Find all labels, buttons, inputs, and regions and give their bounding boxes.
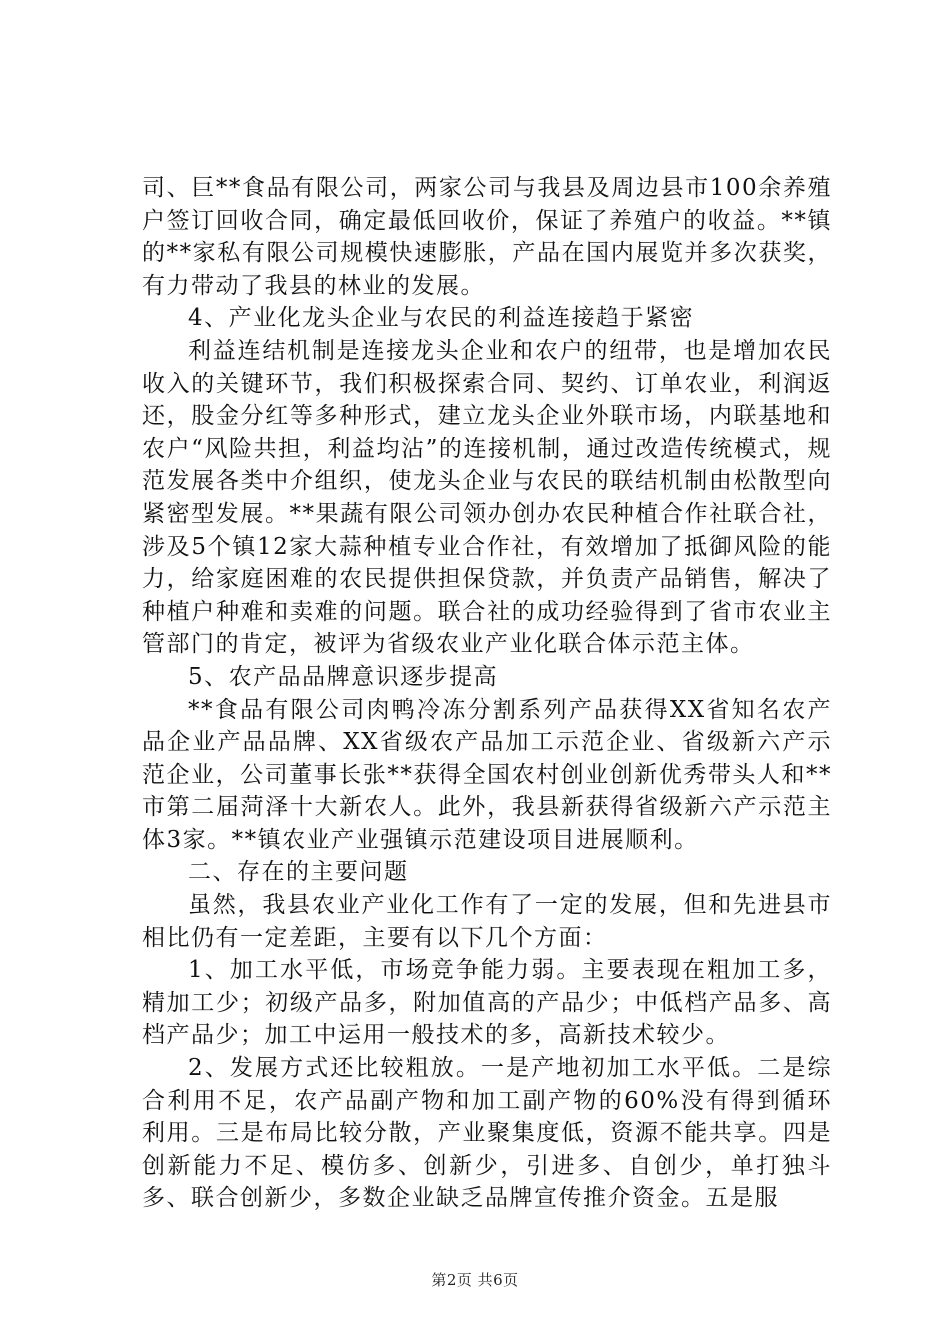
document-body xyxy=(142,172,832,1215)
paragraph-1: 司、巨**食品有限公司，两家公司与我县及周边县市100余养殖户签订回收合同，确定最低回收价，保证了养殖户的收益。**镇的**家私有限公司规模快速膨胀，产品在国内展览并多次获奖，有力带动了我县的林业的发展。 xyxy=(142,175,832,299)
paragraph-3: **食品有限公司肉鸭冷冻分割系列产品获得XX省知名农产品企业产品品牌、XX省级农产品加工示范企业、省级新六产示范企业，公司董事长张**获得全国农村创业创新优秀带头人和**市第二届菏泽十大新农人。此外，我县新获得省级新六产示范主体3家。**镇农业产业强镇示范建设项目进展顺利。 xyxy=(142,696,832,853)
paragraph-4: 虽然，我县农业产业化工作有了一定的发展，但和先进县市相比仍有一定差距，主要有以下几个方面： xyxy=(142,892,832,951)
heading-4: 4、产业化龙头企业与农民的利益连接趋于紧密 xyxy=(188,305,695,332)
section-heading-problems: 二、存在的主要问题 xyxy=(188,859,409,886)
paragraph-5: 1、加工水平低，市场竞争能力弱。主要表现在粗加工多，精加工少；初级产品多，附加值高的产品少；中低档产品多、高档产品少；加工中运用一般技术的多，高新技术较少。 xyxy=(142,957,832,1049)
heading-5: 5、农产品品牌意识逐步提高 xyxy=(188,663,499,690)
paragraph-2: 利益连结机制是连接龙头企业和农户的纽带，也是增加农民收入的关键环节，我们积极探索合同、契约、订单农业，利润返还，股金分红等多种形式，建立龙头企业外联市场，内联基地和农户“风险共担，利益均沾”的连接机制，通过改造传统模式，规范发展各类中介组织，使龙头企业与农民的联结机制由松散型向紧密型发展。**果蔬有限公司领办创办农民种植合作社联合社，涉及5个镇12家大蒜种植专业合作社，有效增加了抵御风险的能力，给家庭困难的农民提供担保贷款，并负责产品销售，解决了种植户种难和卖难的问题。联合社的成功经验得到了省市农业主管部门的肯定，被评为省级农业产业化联合体示范主体。 xyxy=(142,337,832,658)
paragraph-6: 2、发展方式还比较粗放。一是产地初加工水平低。二是综合利用不足，农产品副产物和加工副产物的60%没有得到循环利用。三是布局比较分散，产业聚集度低，资源不能共享。四是创新能力不足、模仿多、创新少，引进多、自创少，单打独斗多、联合创新少，多数企业缺乏品牌宣传推介资金。五是服 xyxy=(142,1055,832,1212)
page-number-footer: 第2页 共6页 xyxy=(431,1271,519,1289)
